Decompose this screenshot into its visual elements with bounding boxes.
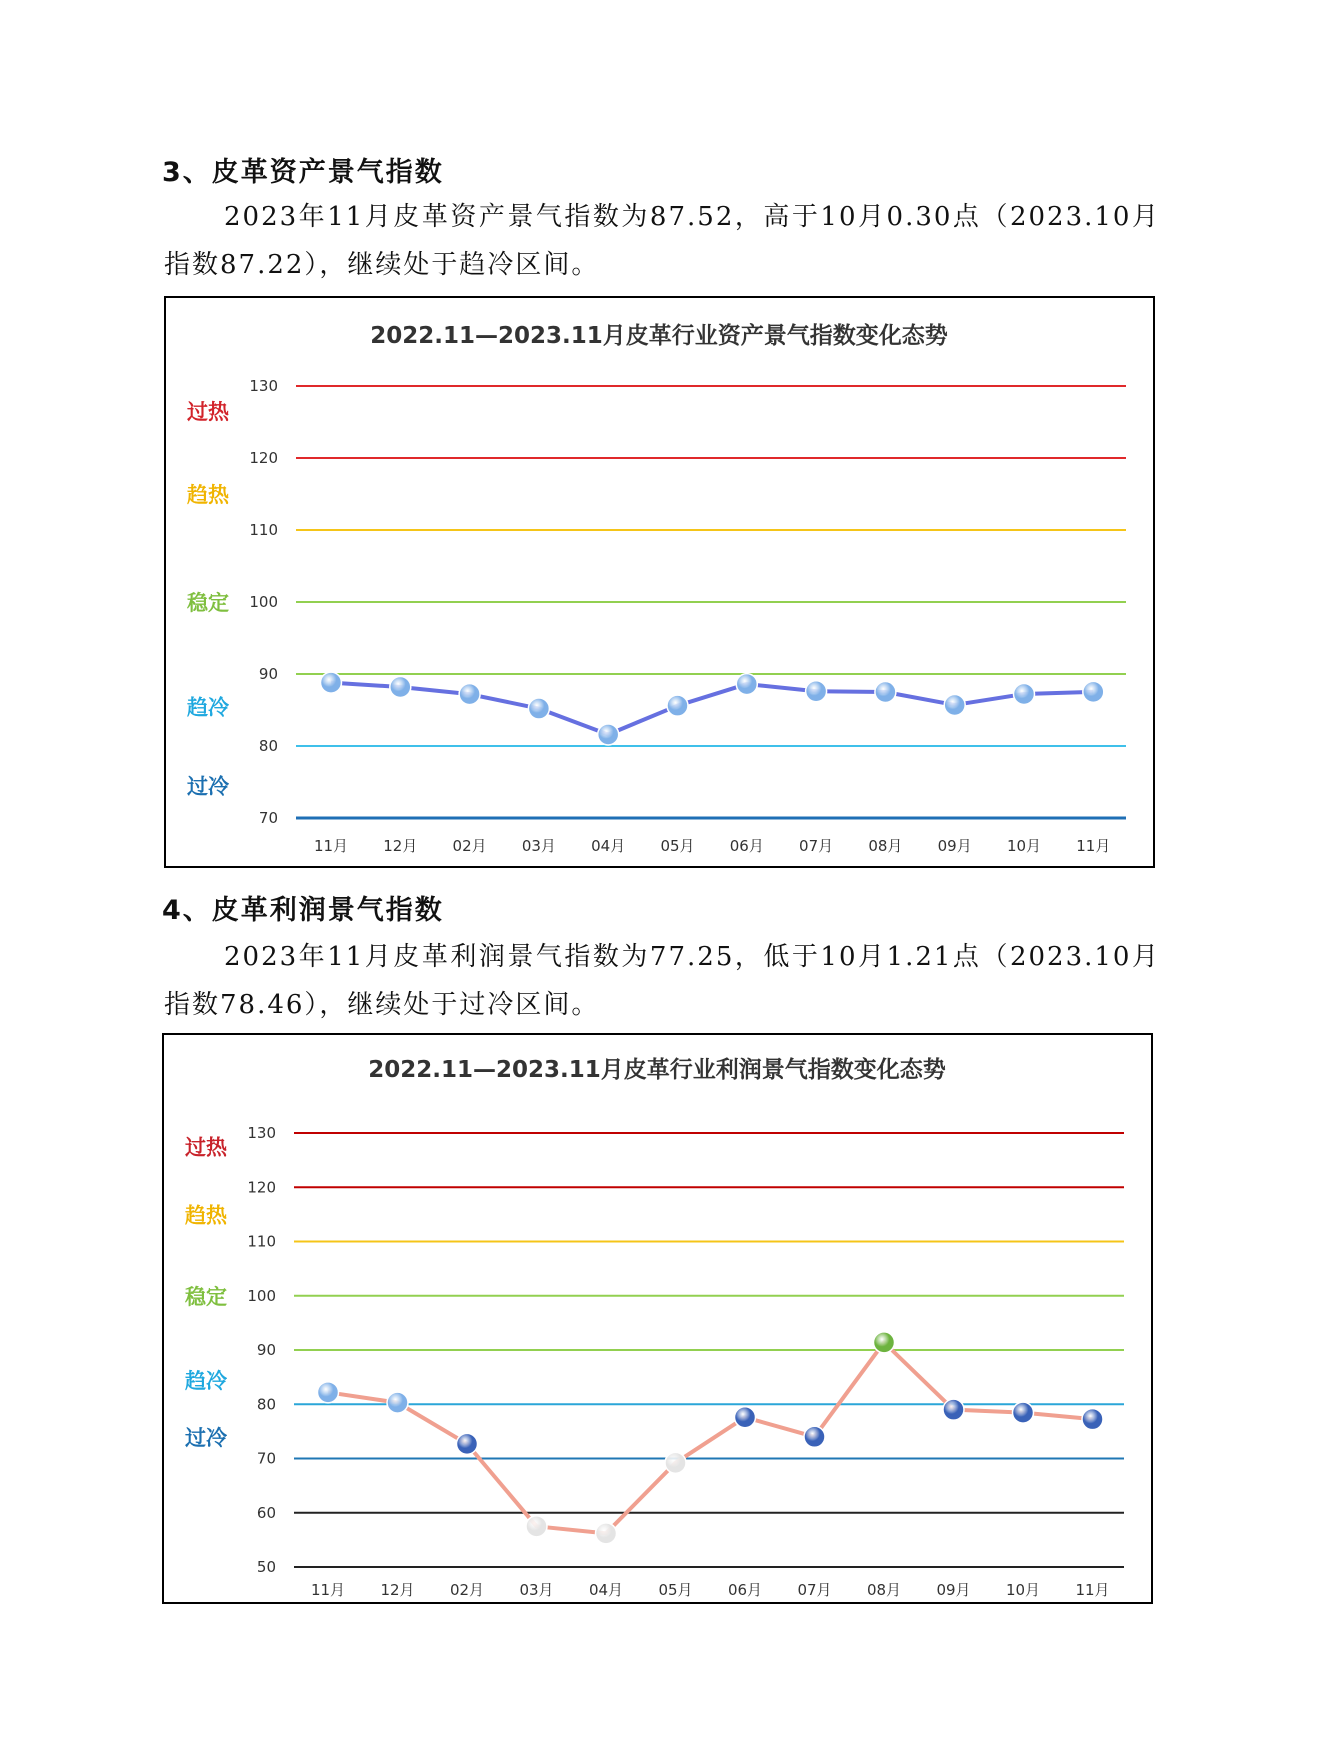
series-line <box>328 1342 1093 1533</box>
section-4-heading: 4、皮革利润景气指数 <box>162 895 444 926</box>
data-point-marker <box>598 724 619 745</box>
data-point-marker <box>526 1516 547 1537</box>
data-point-marker <box>596 1523 617 1544</box>
data-point-marker <box>944 694 965 715</box>
y-tick-label: 70 <box>258 809 278 827</box>
x-tick-label: 03月 <box>521 837 556 855</box>
profit-index-chart <box>162 1033 1153 1604</box>
y-tick-label: 80 <box>258 737 278 755</box>
y-tick-label: 130 <box>247 1124 276 1142</box>
y-tick-label: 60 <box>256 1503 276 1522</box>
data-point-marker <box>318 1382 339 1403</box>
profit-index-chart-svg <box>164 1035 1151 1602</box>
x-tick-label: 12月 <box>380 1581 415 1599</box>
x-tick-label: 11月 <box>1076 837 1111 855</box>
x-tick-label: 10月 <box>1006 837 1042 855</box>
data-point-marker <box>390 676 411 697</box>
y-tick-label: 90 <box>256 1341 276 1359</box>
zone-label: 稳定 <box>187 591 229 615</box>
asset-index-chart <box>164 296 1155 868</box>
y-tick-label: 120 <box>249 449 278 467</box>
series-line <box>331 683 1093 735</box>
x-tick-label: 10月 <box>1005 1581 1041 1599</box>
y-tick-label: 70 <box>256 1449 276 1468</box>
data-point-marker <box>321 672 342 693</box>
data-point-marker <box>735 1407 756 1428</box>
zone-label: 趋热 <box>185 1203 227 1228</box>
y-tick-label: 100 <box>249 593 278 611</box>
y-tick-label: 110 <box>247 1232 276 1251</box>
x-tick-label: 11月 <box>313 837 349 855</box>
y-tick-label: 110 <box>249 521 278 539</box>
x-tick-label: 02月 <box>449 1581 485 1599</box>
data-point-marker <box>875 682 896 703</box>
y-tick-label: 90 <box>258 665 278 683</box>
data-point-marker <box>387 1392 408 1413</box>
x-tick-label: 05月 <box>658 1581 693 1599</box>
y-tick-label: 120 <box>247 1178 276 1197</box>
x-tick-label: 04月 <box>588 1581 624 1599</box>
zone-label: 趋热 <box>187 483 229 507</box>
data-point-marker <box>1013 1402 1034 1423</box>
data-point-marker <box>1014 684 1035 705</box>
zone-label: 过冷 <box>185 1425 227 1450</box>
zone-label: 过热 <box>187 400 229 425</box>
x-tick-label: 09月 <box>936 1581 971 1599</box>
data-point-marker <box>804 1426 825 1447</box>
data-point-marker <box>457 1433 478 1454</box>
x-tick-label: 08月 <box>866 1581 902 1599</box>
zone-label: 稳定 <box>185 1284 227 1309</box>
section-3-paragraph: 2023年11月皮革资产景气指数为87.52，高于10月0.30点（2023.10月指数87.22），继续处于趋冷区间。 <box>164 202 1160 280</box>
x-tick-label: 04月 <box>591 837 626 855</box>
x-tick-label: 06月 <box>727 1581 763 1599</box>
data-point-marker <box>736 674 757 695</box>
zone-label: 趋冷 <box>187 695 229 720</box>
x-tick-label: 09月 <box>937 837 972 855</box>
asset-index-chart-svg <box>166 298 1153 866</box>
x-tick-label: 03月 <box>519 1581 554 1599</box>
x-tick-label: 12月 <box>383 837 418 855</box>
x-tick-label: 07月 <box>797 1581 832 1599</box>
zone-label: 趋冷 <box>185 1368 227 1393</box>
section-4-paragraph: 2023年11月皮革利润景气指数为77.25，低于10月1.21点（2023.10月指数78.46），继续处于过冷区间。 <box>164 942 1160 1020</box>
x-tick-label: 11月 <box>310 1581 346 1599</box>
x-tick-label: 02月 <box>452 837 487 855</box>
data-point-marker <box>1083 681 1104 702</box>
section-3-heading: 3、皮革资产景气指数 <box>162 157 444 188</box>
zone-label: 过热 <box>185 1135 227 1160</box>
chart-title: 2022.11—2023.11月皮革行业利润景气指数变化态势 <box>368 1057 946 1083</box>
x-tick-label: 08月 <box>868 837 903 855</box>
data-point-marker <box>1082 1409 1103 1430</box>
data-point-marker <box>528 698 549 719</box>
x-tick-label: 11月 <box>1075 1581 1110 1599</box>
x-tick-label: 05月 <box>660 837 695 855</box>
data-point-marker <box>459 684 480 705</box>
x-tick-label: 06月 <box>729 837 764 855</box>
data-point-marker <box>667 695 688 716</box>
data-point-marker <box>874 1332 895 1353</box>
chart-title: 2022.11—2023.11月皮革行业资产景气指数变化态势 <box>370 323 948 349</box>
data-point-marker <box>806 681 827 702</box>
y-tick-label: 130 <box>249 377 278 395</box>
data-point-marker <box>665 1452 686 1473</box>
y-tick-label: 50 <box>256 1558 276 1576</box>
x-tick-label: 07月 <box>799 837 834 855</box>
zone-label: 过冷 <box>187 774 229 799</box>
y-tick-label: 100 <box>247 1286 276 1305</box>
data-point-marker <box>943 1399 964 1420</box>
y-tick-label: 80 <box>256 1395 276 1414</box>
